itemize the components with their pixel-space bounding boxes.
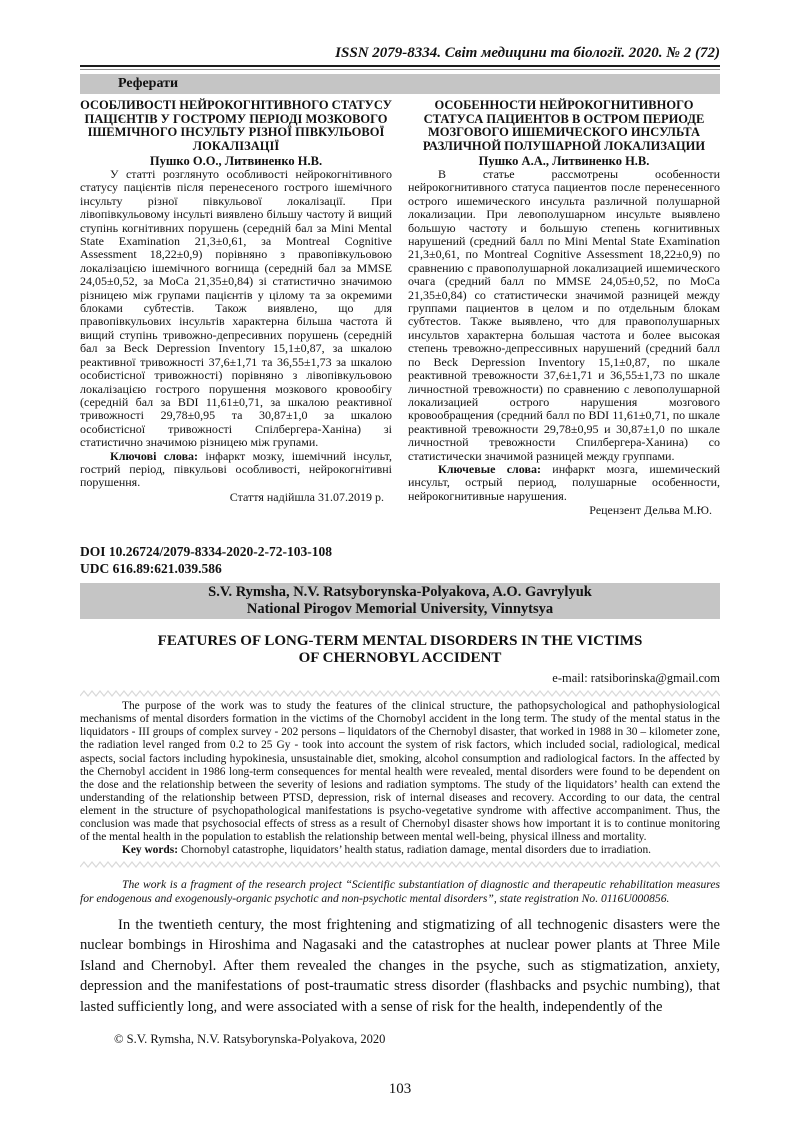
abstract-column-russian [408,99,720,517]
article-affiliation: National Pirogov Memorial University, Vinnytsya [246,601,554,618]
project-note: The work is a fragment of the research project “Scientific substantiation of diagnostic and therapeutic rehabilitation measures for endogenous and exogenously-organic psychotic and non-psychotic mental disorders”, state registration No. 0116U000856. [80,878,720,905]
zigzag-divider-top [80,689,720,698]
udc-line: UDC 616.89:621.039.586 [80,561,222,577]
article-intro-paragraph: In the twentieth century, the most frightening and stigmatizing of all technogenic disasters were the nuclear bombings in Hiroshima and Nagasaki and the catastrophes at nuclear power plants at Three Mile Island and Chernobyl. After them revealed the changes in the psyche, such as stigmatization, anxiety, depression and the manifestations of post-traumatic stress disorder (flashbacks and psychic numbing), that lasted sufficiently long, and were associated with a sense of risk for the health, independently of the [80,916,720,1015]
abstract-authors-uk: Пушко О.О., Литвиненко Н.В. [149,154,323,168]
article-reviewer: Рецензент Дельва М.Ю. [589,503,712,518]
section-bar-referaty: Реферати [80,74,720,94]
article-email: e-mail: ratsiborinska@gmail.com [552,671,720,686]
article-keywords [80,844,720,857]
article-received-date: Стаття надійшла 31.07.2019 р. [229,489,384,504]
doi-line: DOI 10.26724/2079-8334-2020-2-72-103-108 [80,544,332,560]
page-number: 103 [388,1081,412,1097]
abstract-title-uk: ОСОБЛИВОСТІ НЕЙРОКОГНІТИВНОГО СТАТУСУ ПАЦІЄНТІВ У ГОСТРОМУ ПЕРІОДІ МОЗКОВОГО ІШЕМІЧНОГО ІНСУЛЬТУ РІЗНОЇ ПІВКУЛЬОВОЇ ЛОКАЛІЗАЦІЇ [80,98,392,153]
article-authors-bar [80,583,720,619]
zigzag-divider-bottom [80,860,720,869]
keywords-label-uk: Ключові слова: [110,448,199,463]
abstract-body-ru: В статье рассмотрены особенности нейрокогнитивного статуса пациентов после перенесенного острого ишемического инсульта различной полушарной локализации. При левополушарном инсульте выявлено большую частоту и большую степень когнитивных нарушений (средний балл по Mini Mental State Examination 21,3±0,61, по Montreal Cognitive Assessment 18,22±0,9) по сравнению с правополушарной локализацией ишемического очага (средний балл по MMSE 24,05±0,52, по MoCa 21,35±0,84) со статистически значимой разницей между группами пациентов в целом и по отдельным блокам субтестов. Также выявлено, что для правополушарных инсультов характерна большая частота и более высокая степень тревожно-депрессивных нарушений (средний балл по Beck Depression Inventory 15,1±0,87, по шкале реактивной тревожности 37,6±1,71 и 36,55±1,73 по шкале личностной тревожности) по сравнению с левополушарной локализацией острого нарушения мозгового кровообращения (средний балл по BDI 11,61±0,71, по шкале реактивной тревожности 29,78±0,95 и 30,87±1,0 по шкале личностной тревожности Спилбергера-Ханина) со статистически значимой разницей между группами. [408,167,720,463]
keywords-label-en: Key words: [122,844,178,857]
journal-issn-header: ISSN 2079-8334. Світ медицини та біології. 2020. № 2 (72) [335,45,720,61]
abstract-body-uk: У статті розглянуто особливості нейрокогнітивного статусу пацієнтів після перенесеного гострого ішемічного інсульту різної півкульової локалізації. При лівопівкульовому інсульті виявлено більшу частоту й вищий ступінь когнітивних порушень (середній бал за Mini Mental State Examination 21,3±0,61, за Montreal Cognitive Assessment 18,22±0,9) порівняно з правопівкульовою локалізацією ішемічного вогнища (середній бал за MMSE 24,05±0,52, за MoCa 21,35±0,84) зі статистично значимою різницею між групами пацієнтів у цілому та за окремими блоками субтестів. Також виявлено, що для правопівкульових інсультів характерна більша частота й вищий ступінь тривожно-депресивних порушень (середній бал за Beck Depression Inventory 15,1±0,87, за шкалою реактивної тривожності 37,6±1,71 та 36,55±1,73 за шкалою особистісної тривожності) порівняно з лівопівкульовою локалізацією гострого порушення мозкового кровообігу (середній бал за BDI 11,61±0,71, за шкалою реактивної тривожності 29,78±0,95 та 30,87±1,0 за шкалою особистісної тривожності Спілбергера-Ханіна) зі статистично значимою різницею між групами. [80,167,392,450]
abstracts-two-columns [80,99,720,517]
article-authors: S.V. Rymsha, N.V. Ratsyborynska-Polyakova, A.O. Gavrylyuk [208,584,592,601]
article-title [80,633,720,667]
article-title-line2: OF CHERNOBYL ACCIDENT [298,650,502,667]
keywords-text-uk: інфаркт мозку, ішемічний інсульт, гострий період, півкульові особливості, нейрокогнітивні порушення. [80,448,392,490]
keywords-text-en: Chornobyl catastrophe, liquidators’ health status, radiation damage, mental disorders due to irradiation. [178,844,652,857]
abstract-keywords-ru [408,463,720,503]
abstract-authors-ru: Пушко А.А., Литвиненко Н.В. [478,154,650,168]
keywords-text-ru: инфаркт мозга, ишемический инсульт, острый период, полушарные особенности, нейрокогнитивные нарушения. [408,461,721,503]
doi-udc-block [80,543,720,577]
article-abstract: The purpose of the work was to study the features of the clinical structure, the pathopsychological and pathophysiological mechanisms of mental disorders formation in the victims of the Chornobyl accident in the long term. The study of the mental status in the liquidators - III groups of complex survey - 202 persons – liquidators of the Chernobyl disaster, that worked in 1988 in 30 – kilometer zone, the radiation level ranged from 0.2 to 25 Gy - took into account the system of risk factors, which included social, radiological, medical aspects, social factors including hypokinesia, unsustainable diet, smoking, alcohol consumption and radiological factors. In the affected by the Chernobyl accident in 1986 long-term consequences for mental health were revealed, mental disorders were found to be dependent on the dose and the relationship between the severity of lesions and radiation symptoms. The study of the liquidators’ health can extend the understanding of the relationship between PTSD, depression, risk of internal diseases and recovery. According to our data, the central element in the structure of psychopathological manifestations is psycho-vegetative syndrome with affective accompaniment. Thus, the conclusion was made that psychosocial effects of stress as a result of Chernobyl disaster shows how important it is to continue monitoring of the mental health in the population to establish the relationship between mental well-being, physical illness and mortality. [80,700,720,844]
abstract-title-ru: ОСОБЕННОСТИ НЕЙРОКОГНИТИВНОГО СТАТУСА ПАЦИЕНТОВ В ОСТРОМ ПЕРИОДЕ МОЗГОВОГО ИШЕМИЧЕСКОГО ИНСУЛЬТА РАЗЛИЧНОЙ ПОЛУШАРНОЙ ЛОКАЛИЗАЦИИ [422,98,706,153]
copyright-line: © S.V. Rymsha, N.V. Ratsyborynska-Polyakova, 2020 [114,1032,386,1047]
abstract-column-ukrainian [80,99,392,517]
keywords-label-ru: Ключевые слова: [438,461,541,476]
abstract-keywords-uk [80,450,392,490]
header-rule [80,65,720,70]
article-title-line1: FEATURES OF LONG-TERM MENTAL DISORDERS IN THE VICTIMS [157,633,643,650]
